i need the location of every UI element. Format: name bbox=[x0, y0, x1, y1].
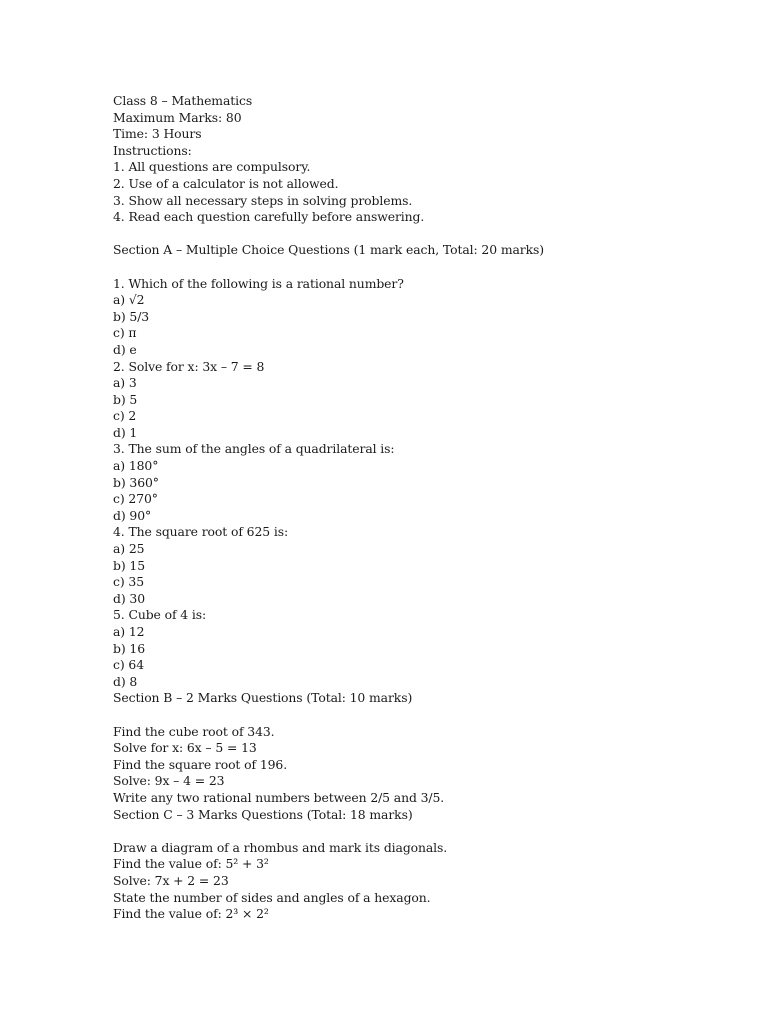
question-option: a) 180° bbox=[113, 458, 159, 474]
question-option: c) 2 bbox=[113, 408, 137, 424]
question-text: Solve: 9x – 4 = 23 bbox=[113, 773, 225, 789]
question-option: b) 360° bbox=[113, 474, 159, 490]
question-text: Draw a diagram of a rhombus and mark its diagonals. bbox=[113, 839, 448, 855]
question-option: b) 16 bbox=[113, 640, 145, 656]
question-option: d) 8 bbox=[113, 673, 138, 689]
instruction-item: 3. Show all necessary steps in solving problems. bbox=[113, 192, 413, 208]
spacer bbox=[113, 226, 733, 243]
question-text: Find the value of: 5² + 3² bbox=[113, 856, 269, 872]
spacer bbox=[113, 707, 733, 724]
question-text: 3. The sum of the angles of a quadrilateral is: bbox=[113, 441, 395, 457]
instruction-item: 4. Read each question carefully before answering. bbox=[113, 209, 425, 225]
instruction-item: 1. All questions are compulsory. bbox=[113, 159, 311, 175]
question-text: Find the cube root of 343. bbox=[113, 723, 275, 739]
question-option: d) e bbox=[113, 341, 137, 357]
question-option: a) 25 bbox=[113, 541, 145, 557]
question-option: b) 5/3 bbox=[113, 308, 150, 324]
question-option: b) 5 bbox=[113, 391, 138, 407]
spacer bbox=[113, 259, 733, 276]
question-text: 1. Which of the following is a rational number? bbox=[113, 275, 404, 291]
instruction-item: 2. Use of a calculator is not allowed. bbox=[113, 175, 339, 191]
question-text: Find the value of: 2³ × 2² bbox=[113, 906, 269, 922]
question-option: b) 15 bbox=[113, 557, 145, 573]
maximum-marks: Maximum Marks: 80 bbox=[113, 109, 242, 125]
question-option: d) 1 bbox=[113, 424, 138, 440]
instructions-label: Instructions: bbox=[113, 142, 192, 158]
question-option: c) π bbox=[113, 325, 137, 341]
question-option: c) 64 bbox=[113, 657, 144, 673]
question-option: a) 3 bbox=[113, 375, 137, 391]
section-b-heading: Section B – 2 Marks Questions (Total: 10 marks) bbox=[113, 690, 413, 706]
question-text: Write any two rational numbers between 2/5 and 3/5. bbox=[113, 789, 445, 805]
question-text: 5. Cube of 4 is: bbox=[113, 607, 207, 623]
question-option: d) 30 bbox=[113, 590, 145, 606]
question-text: Solve: 7x + 2 = 23 bbox=[113, 872, 229, 888]
exam-document bbox=[113, 93, 733, 923]
question-text: 4. The square root of 625 is: bbox=[113, 524, 289, 540]
question-option: a) 12 bbox=[113, 624, 145, 639]
question-option: c) 270° bbox=[113, 491, 158, 507]
question-option: d) 90° bbox=[113, 507, 152, 523]
question-option: a) √2 bbox=[113, 292, 145, 308]
question-text: Find the square root of 196. bbox=[113, 756, 288, 772]
document-title: Class 8 – Mathematics bbox=[113, 93, 253, 108]
time-allowed: Time: 3 Hours bbox=[113, 126, 202, 142]
spacer bbox=[113, 823, 733, 840]
question-option: c) 35 bbox=[113, 574, 144, 590]
question-text: State the number of sides and angles of a hexagon. bbox=[113, 889, 431, 905]
section-c-heading: Section C – 3 Marks Questions (Total: 18 marks) bbox=[113, 806, 413, 822]
question-text: Solve for x: 6x – 5 = 13 bbox=[113, 740, 257, 756]
question-text: 2. Solve for x: 3x – 7 = 8 bbox=[113, 358, 265, 374]
section-a-heading: Section A – Multiple Choice Questions (1 mark each, Total: 20 marks) bbox=[113, 242, 544, 258]
